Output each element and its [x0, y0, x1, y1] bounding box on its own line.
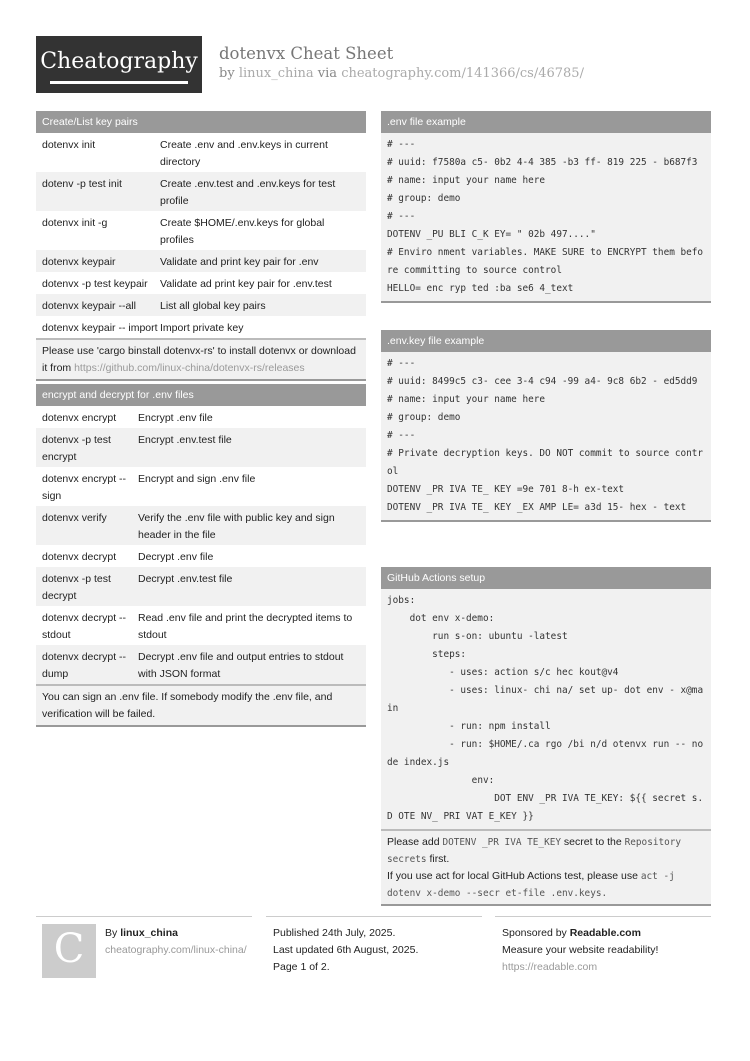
code-line: DOTENV _PU BLI C_K EY= " 02b 497...." — [387, 229, 596, 240]
note-text: first. — [429, 853, 450, 865]
code-block — [381, 352, 711, 520]
install-note-text: Please use 'cargo binstall dotenvx-rs' to install dotenvx or download it from — [42, 345, 356, 374]
command-cell: dotenvx init — [42, 139, 96, 151]
section-title: .env file example — [381, 111, 711, 133]
table-row — [36, 428, 366, 467]
footer-sponsor — [502, 925, 658, 976]
footer-divider — [36, 916, 252, 917]
table-row — [36, 645, 366, 684]
footer-author-url[interactable]: cheatography.com/linux-china/ — [105, 944, 247, 956]
section-env-key-file-example — [381, 330, 711, 522]
page-title: dotenvx Cheat Sheet — [219, 44, 394, 63]
logo-text: Cheatography — [40, 49, 198, 74]
section-title: encrypt and decrypt for .env files — [36, 384, 366, 406]
description-cell: Decrypt .env file and output entries to stdout with JSON format — [138, 651, 344, 680]
note-text: Please add — [387, 836, 440, 848]
logo-underline — [50, 81, 188, 84]
footer-author — [105, 925, 247, 959]
description-cell: Encrypt and sign .env file — [138, 473, 256, 485]
sign-note: You can sign an .env file. If somebody modify the .env file, and verification will be failed. — [36, 684, 366, 725]
command-cell: dotenvx decrypt -- dump — [42, 651, 127, 680]
code-line: # group: demo — [387, 193, 461, 204]
sponsored-prefix: Sponsored by — [502, 927, 567, 939]
command-table — [36, 133, 366, 338]
secret-note — [387, 834, 705, 868]
description-cell: Decrypt .env.test file — [138, 573, 233, 585]
byline-prefix: by — [219, 66, 235, 81]
command-cell: dotenvx decrypt — [42, 551, 117, 563]
inline-code: Repository secrets — [387, 837, 682, 865]
code-line: # Private decryption keys. DO NOT commit to source control — [387, 448, 704, 477]
command-cell: dotenvx keypair --all — [42, 300, 136, 312]
code-line: run s-on: ubuntu -latest — [387, 631, 568, 642]
code-line: - run: $HOME/.ca rgo /bi n/d otenvx run -- node index.js — [387, 739, 704, 768]
note-text: secret to the — [563, 836, 622, 848]
table-row — [36, 172, 366, 211]
command-cell: dotenv -p test init — [42, 178, 122, 190]
description-cell: Validate and print key pair for .env — [160, 256, 319, 268]
description-cell: Validate ad print key pair for .env.test — [160, 278, 332, 290]
command-cell: dotenvx -p test encrypt — [42, 434, 111, 463]
footer-divider — [266, 916, 482, 917]
code-line: env: — [387, 775, 495, 786]
table-row — [36, 467, 366, 506]
note-text: If you use act for local GitHub Actions test, please use — [387, 870, 638, 882]
code-line: steps: — [387, 649, 467, 660]
code-line: - uses: action s/c hec kout@v4 — [387, 667, 619, 678]
footer-divider — [495, 916, 711, 917]
install-note — [36, 338, 366, 379]
description-cell: Encrypt .env.test file — [138, 434, 232, 446]
code-line: # --- — [387, 139, 416, 150]
code-line: jobs: — [387, 595, 416, 606]
command-cell: dotenvx verify — [42, 512, 107, 524]
code-line: # Enviro nment variables. MAKE SURE to ENCRYPT them before committing to source control — [387, 247, 704, 276]
description-cell: Import private key — [160, 322, 244, 334]
code-line: # uuid: 8499c5 c3- cee 3-4 c94 -99 a4- 9c8 6b2 - ed5dd9 — [387, 376, 698, 387]
code-line: - run: npm install — [387, 721, 551, 732]
table-row — [36, 406, 366, 428]
inline-code: act -j dotenv x-demo --secr et-file .env.keys. — [387, 871, 675, 899]
table-row — [36, 133, 366, 172]
published-date: Published 24th July, 2025. — [273, 927, 396, 939]
description-cell: Verify the .env file with public key and sign header in the file — [138, 512, 335, 541]
command-cell: dotenvx -p test decrypt — [42, 573, 111, 602]
code-line: dot env x-demo: — [387, 613, 495, 624]
command-cell: dotenvx keypair -- import — [42, 322, 158, 334]
table-row — [36, 567, 366, 606]
table-row — [36, 294, 366, 316]
command-table — [36, 406, 366, 684]
author-avatar[interactable] — [42, 924, 96, 978]
section-github-actions-setup — [381, 567, 711, 906]
sponsor-tagline: Measure your website readability! — [502, 944, 659, 956]
description-cell: List all global key pairs — [160, 300, 266, 312]
code-line: DOTENV _PR IVA TE_ KEY =9e 701 8-h ex-text — [387, 484, 625, 495]
sheet-url-link[interactable]: cheatography.com/141366/cs/46785/ — [341, 66, 584, 81]
act-note — [387, 868, 705, 902]
footer-author-link[interactable]: linux_china — [120, 927, 178, 939]
code-line: # uuid: f7580a c5- 0b2 4-4 385 -b3 ff- 819 225 - b687f3 — [387, 157, 698, 168]
page-number: Page 1 of 2. — [273, 961, 330, 973]
avatar-letter: C — [53, 926, 85, 972]
sponsor-link[interactable]: Readable.com — [569, 927, 641, 939]
command-cell: dotenvx keypair — [42, 256, 116, 268]
section-title: Create/List key pairs — [36, 111, 366, 133]
github-actions-notes — [381, 829, 711, 904]
section-title: .env.key file example — [381, 330, 711, 352]
footer-publish-info — [273, 925, 418, 976]
description-cell: Encrypt .env file — [138, 412, 213, 424]
table-row — [36, 211, 366, 250]
code-line: DOT ENV _PR IVA TE_KEY: ${{ secret s.D OTE NV_ PRI VAT E_KEY }} — [387, 793, 704, 822]
code-line: DOTENV _PR IVA TE_ KEY _EX AMP LE= a3d 15- hex - text — [387, 502, 687, 513]
code-line: # name: input your name here — [387, 394, 546, 405]
releases-link[interactable]: https://github.com/linux-china/dotenvx-rs/releases — [74, 362, 305, 374]
section-env-file-example — [381, 111, 711, 303]
table-row — [36, 606, 366, 645]
code-line: # name: input your name here — [387, 175, 546, 186]
table-row — [36, 506, 366, 545]
section-encrypt-decrypt — [36, 384, 366, 727]
updated-date: Last updated 6th August, 2025. — [273, 944, 419, 956]
footer-by: By — [105, 927, 118, 939]
author-link[interactable]: linux_china — [238, 66, 314, 81]
code-line: # --- — [387, 211, 416, 222]
table-row — [36, 250, 366, 272]
code-line: # --- — [387, 430, 416, 441]
sponsor-url[interactable]: https://readable.com — [502, 961, 598, 973]
description-cell: Create .env.test and .env.keys for test profile — [160, 178, 336, 207]
description-cell: Read .env file and print the decrypted items to stdout — [138, 612, 353, 641]
table-row — [36, 545, 366, 567]
description-cell: Create $HOME/.env.keys for global profiles — [160, 217, 325, 246]
command-cell: dotenvx decrypt -- stdout — [42, 612, 127, 641]
code-line: HELLO= enc ryp ted :ba se6 4_text — [387, 283, 574, 294]
description-cell: Decrypt .env file — [138, 551, 214, 563]
code-line: # --- — [387, 358, 416, 369]
command-cell: dotenvx init -g — [42, 217, 108, 229]
command-cell: dotenvx encrypt -- sign — [42, 473, 127, 502]
byline — [219, 66, 584, 81]
code-line: - uses: linux- chi na/ set up- dot env - x@main — [387, 685, 704, 714]
section-create-list-key-pairs — [36, 111, 366, 381]
cheatography-logo[interactable] — [36, 36, 202, 93]
table-row — [36, 272, 366, 294]
section-title: GitHub Actions setup — [381, 567, 711, 589]
description-cell: Create .env and .env.keys in current directory — [160, 139, 328, 168]
table-row — [36, 316, 366, 338]
inline-code: DOTENV _PR IVA TE_KEY — [442, 837, 561, 848]
code-block — [381, 589, 711, 829]
command-cell: dotenvx encrypt — [42, 412, 117, 424]
byline-via: via — [317, 66, 338, 81]
code-line: # group: demo — [387, 412, 461, 423]
command-cell: dotenvx -p test keypair — [42, 278, 148, 290]
code-block — [381, 133, 711, 301]
